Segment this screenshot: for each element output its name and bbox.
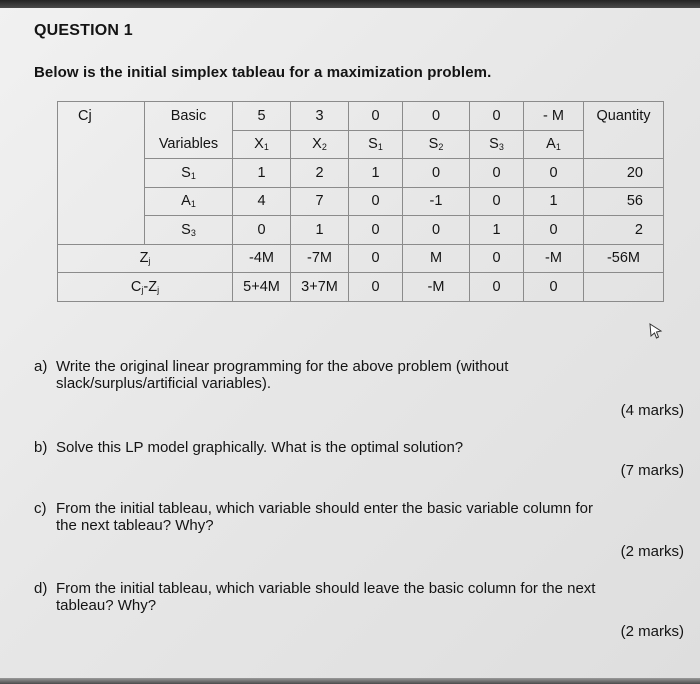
cell: -1 — [403, 187, 470, 216]
cell: 0 — [349, 187, 403, 216]
cell: 0 — [349, 244, 403, 273]
coef-x2: 3 — [291, 102, 349, 131]
quantity-s1: 20 — [584, 159, 664, 188]
part-text: Solve this LP model graphically. What is the optimal solution? — [56, 439, 464, 456]
part-letter: b) — [34, 439, 48, 456]
question-part-c — [34, 500, 684, 536]
coef-a1: - M — [524, 102, 584, 131]
cell: 3+7M — [291, 273, 349, 302]
part-text: tableau? Why? — [56, 597, 157, 614]
cell: 1 — [524, 187, 584, 216]
basic-header-line-1: Basic — [145, 102, 233, 131]
marks-d: (2 marks) — [620, 623, 684, 640]
var-a1: $A_1$ — [524, 130, 584, 159]
part-text: From the initial tableau, which variable should enter the basic variable column for — [56, 500, 593, 517]
cell: 7 — [291, 187, 349, 216]
cell: 0 — [403, 216, 470, 245]
cell: 1 — [233, 159, 291, 188]
photo-top-edge — [0, 0, 700, 8]
photo-bottom-edge — [0, 678, 700, 684]
marks-b: (7 marks) — [620, 462, 684, 479]
cell: 0 — [470, 273, 524, 302]
tableau-row-a1 — [58, 187, 664, 216]
var-s3: $S_3$ — [470, 130, 524, 159]
cell: 0 — [233, 216, 291, 245]
cell: 0 — [349, 273, 403, 302]
cj-column-blank — [58, 159, 145, 188]
cell: 1 — [349, 159, 403, 188]
cell: 0 — [470, 244, 524, 273]
cell: -7M — [291, 244, 349, 273]
cell: -M — [403, 273, 470, 302]
cell: 1 — [291, 216, 349, 245]
cell: -M — [524, 244, 584, 273]
quantity-zj: -56M — [584, 244, 664, 273]
cell: 5+4M — [233, 273, 291, 302]
cell: 4 — [233, 187, 291, 216]
quantity-header: Quantity — [584, 102, 664, 131]
cj-column-blank — [58, 130, 145, 159]
simplex-tableau — [57, 101, 664, 302]
tableau-header-row-1 — [58, 102, 664, 131]
var-s2: $S_2$ — [403, 130, 470, 159]
marks-c: (2 marks) — [620, 543, 684, 560]
cj-column-blank — [58, 216, 145, 245]
cell: M — [403, 244, 470, 273]
part-letter: c) — [34, 500, 47, 517]
part-text: slack/surplus/artificial variables). — [56, 375, 272, 392]
tableau-row-cj-zj — [58, 273, 664, 302]
part-text: the next tableau? Why? — [56, 517, 214, 534]
basic-header-line-2: Variables — [145, 130, 233, 159]
tableau-header-row-2 — [58, 130, 664, 159]
var-x2: $X_2$ — [291, 130, 349, 159]
cell: 1 — [470, 216, 524, 245]
cell: 0 — [524, 159, 584, 188]
cell: 0 — [403, 159, 470, 188]
question-part-d — [34, 580, 684, 616]
quantity-a1: 56 — [584, 187, 664, 216]
tableau-row-s1 — [58, 159, 664, 188]
quantity-s3: 2 — [584, 216, 664, 245]
basis-a1: $A_1$ — [145, 187, 233, 216]
marks-a: (4 marks) — [620, 402, 684, 419]
cj-column-blank — [58, 187, 145, 216]
cell: 0 — [470, 159, 524, 188]
quantity-cj-zj-blank — [584, 273, 664, 302]
cell: 0 — [524, 216, 584, 245]
coef-s1: 0 — [349, 102, 403, 131]
cell: 0 — [349, 216, 403, 245]
mouse-pointer-icon — [648, 323, 664, 339]
part-letter: d) — [34, 580, 48, 597]
cj-header: Cj — [58, 102, 145, 131]
basis-s1: $S_1$ — [145, 159, 233, 188]
question-part-a — [34, 358, 684, 394]
tableau-row-zj — [58, 244, 664, 273]
var-s1: $S_1$ — [349, 130, 403, 159]
coef-x1: 5 — [233, 102, 291, 131]
question-title: QUESTION 1 — [34, 22, 133, 39]
var-x1: $X_1$ — [233, 130, 291, 159]
cell: -4M — [233, 244, 291, 273]
question-part-b — [34, 439, 684, 457]
cell: 0 — [524, 273, 584, 302]
quantity-header-blank — [584, 130, 664, 159]
part-text: Write the original linear programming for the above problem (without — [56, 358, 509, 375]
basis-s3: $S_3$ — [145, 216, 233, 245]
cj-zj-label: $C_j-Z_j$ — [58, 273, 233, 302]
zj-label: $Z_j$ — [58, 244, 233, 273]
part-letter: a) — [34, 358, 48, 375]
coef-s2: 0 — [403, 102, 470, 131]
cell: 2 — [291, 159, 349, 188]
question-intro: Below is the initial simplex tableau for a maximization problem. — [34, 64, 492, 81]
tableau-row-s3 — [58, 216, 664, 245]
coef-s3: 0 — [470, 102, 524, 131]
part-text: From the initial tableau, which variable should leave the basic column for the next — [56, 580, 596, 597]
cell: 0 — [470, 187, 524, 216]
